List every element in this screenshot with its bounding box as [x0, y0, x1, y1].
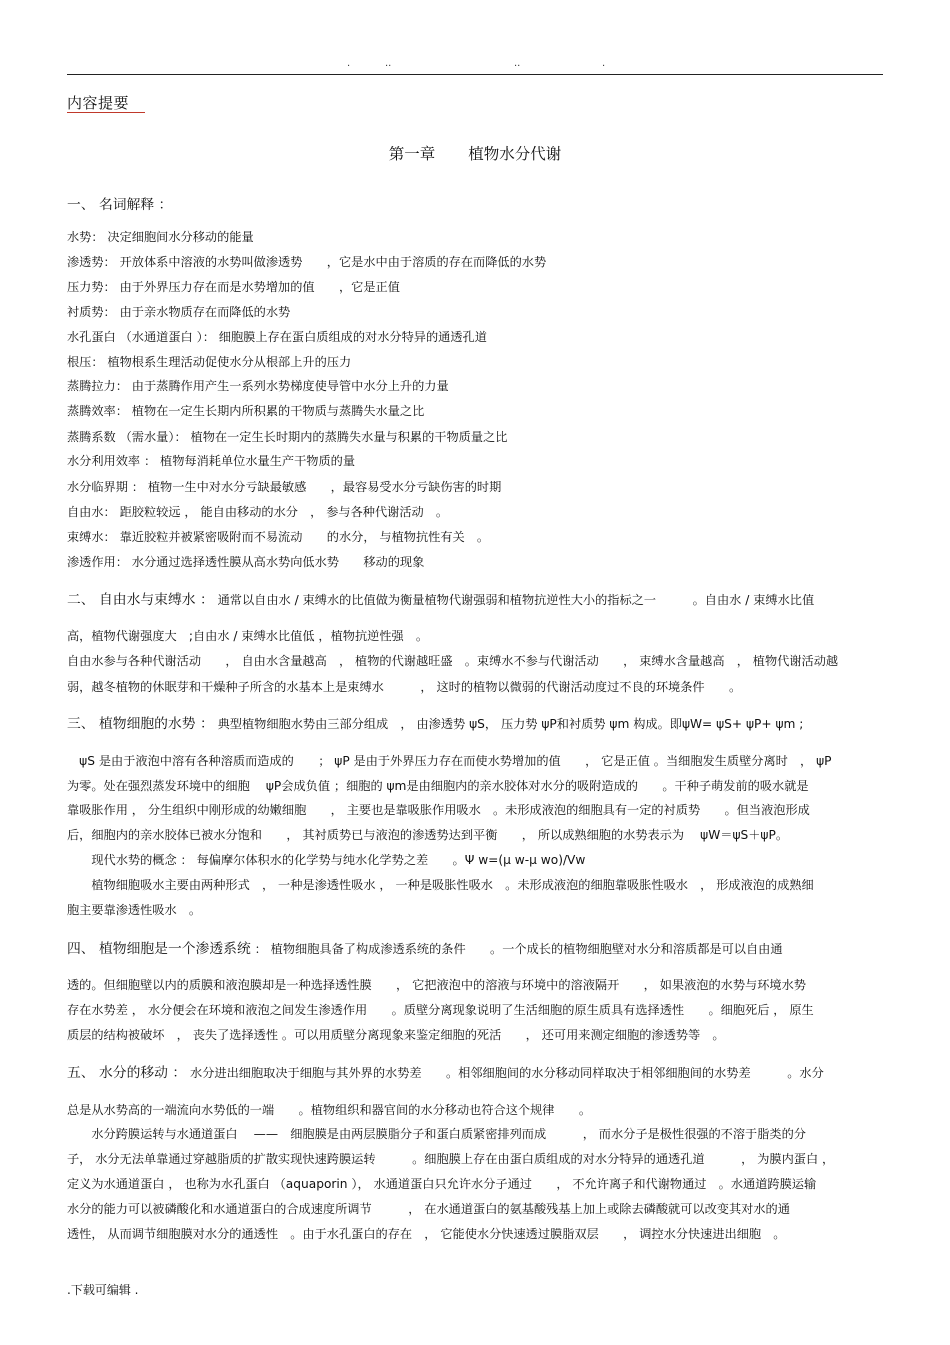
paragraph-line: 水分的能力可以被磷酸化和水通道蛋白的合成速度所调节 ， 在水通道蛋白的氨基酸残基上加上或除去磷酸就可以改变其对水的通 — [67, 1202, 790, 1216]
paragraph-line: 高，植物代谢强度大 ;自由水 / 束缚水比值低 ，植物抗逆性强 。 — [67, 629, 429, 643]
summary-underline — [67, 112, 145, 113]
summary-heading: 内容提要 — [67, 94, 130, 112]
header-dot: .. — [514, 58, 521, 69]
term-line: 水孔蛋白 （水通道蛋白 ）： 细胞膜上存在蛋白质组成的对水分特异的通透孔道 — [67, 330, 487, 344]
section-1-title: 一、 名词解释 ： — [67, 197, 173, 213]
chapter-name: 植物水分代谢 — [468, 145, 562, 163]
paragraph-line: 质层的结构被破坏 ， 丧失了选择透性 。可以用质壁分离现象来鉴定细胞的死活 ， 还可用来测定细胞的渗透势等 。 — [67, 1028, 725, 1042]
term-line: 自由水： 距胶粒较远 ， 能自由移动的水分 ， 参与各种代谢活动 。 — [67, 505, 449, 519]
paragraph-line: ： 植物细胞具备了构成渗透系统的条件 。一个成长的植物细胞壁对水分和溶质都是可以自由通 — [254, 942, 783, 956]
term-line: 水分利用效率 ： 植物每消耗单位水量生产干物质的量 — [67, 454, 356, 468]
paragraph-line: 透性， 从而调节细胞膜对水分的通透性 。由于水孔蛋白的存在 ， 它能使水分快速透过膜脂双层 ， 调控水分快速进出细胞 。 — [67, 1227, 786, 1241]
term-line: 渗透势： 开放体系中溶液的水势叫做渗透势 ，它是水中由于溶质的存在而降低的水势 — [67, 255, 547, 269]
section-4-title: 四、 植物细胞是一个渗透系统 — [67, 941, 251, 957]
section-2-title: 二、 自由水与束缚水 ： — [67, 592, 214, 608]
paragraph-line: 为零。处在强烈蒸发环境中的细胞 ψP会成负值 ；细胞的 ψm是由细胞内的亲水胶体对水分的吸附造成的 。干种子萌发前的吸水就是 — [67, 779, 809, 793]
paragraph-line: 靠吸胀作用 ， 分生组织中刚形成的幼嫩细胞 ， 主要也是靠吸胀作用吸水 。未形成液泡的细胞具有一定的衬质势 。但当液泡形成 — [67, 803, 810, 817]
paragraph-line: 胞主要靠渗透性吸水 。 — [67, 903, 202, 917]
section-2-first-line — [67, 592, 814, 608]
paragraph-line: 存在水势差 ， 水分便会在环境和液泡之间发生渗透作用 。质壁分离现象说明了生活细胞的原生质具有选择透性 。细胞死后 ， 原生 — [67, 1003, 814, 1017]
paragraph-line: 弱，越冬植物的休眠芽和干燥种子所含的水基本上是束缚水 ， 这时的植物以微弱的代谢活动度过不良的环境条件 。 — [67, 680, 742, 694]
header-rule — [67, 74, 883, 75]
footer-note: .下载可编辑 . — [67, 1283, 139, 1297]
term-line: 蒸腾拉力： 由于蒸腾作用产生一系列水势梯度使导管中水分上升的力量 — [67, 379, 449, 393]
paragraph-line: 总是从水势高的一端流向水势低的一端 。植物组织和器官间的水分移动也符合这个规律 。 — [67, 1103, 592, 1117]
header-dot: . — [347, 58, 351, 69]
term-line: 衬质势： 由于亲水物质存在而降低的水势 — [67, 305, 291, 319]
section-4-first-line — [67, 941, 783, 957]
paragraph-line: 自由水参与各种代谢活动 ， 自由水含量越高 ， 植物的代谢越旺盛 。束缚水不参与代谢活动 ， 束缚水含量越高 ， 植物代谢活动越 — [67, 654, 839, 668]
paragraph-line: 水分进出细胞取决于细胞与其外界的水势差 。相邻细胞间的水分移动同样取决于相邻细胞间的水势差 。水分 — [190, 1066, 824, 1080]
section-3-title: 三、 植物细胞的水势 ： — [67, 716, 214, 732]
chapter-number: 第一章 — [388, 145, 436, 163]
header-dots — [0, 58, 950, 70]
term-line: 束缚水： 靠近胶粒并被紧密吸附而不易流动 的水分， 与植物抗性有关 。 — [67, 530, 490, 544]
header-dot: .. — [385, 58, 392, 69]
paragraph-line: 透的。但细胞壁以内的质膜和液泡膜却是一种选择透性膜 ， 它把液泡中的溶液与环境中的溶液隔开 ， 如果液泡的水势与环境水势 — [67, 978, 806, 992]
section-5-title: 五、 水分的移动 ： — [67, 1065, 187, 1081]
paragraph-line: 现代水势的概念 ： 每偏摩尔体积水的化学势与纯水化学势之差 。Ψ w=(μ w-μ wo)/Vw — [67, 853, 586, 867]
term-line: 水势： 决定细胞间水分移动的能量 — [67, 230, 254, 244]
paragraph-line: 典型植物细胞水势由三部分组成 ， 由渗透势 ψS， 压力势 ψP和衬质势 ψm 构成。即ψW= ψS+ ψP+ ψm ; — [217, 717, 804, 731]
paragraph-line: 水分跨膜运转与水通道蛋白 —— 细胞膜是由两层膜脂分子和蛋白质紧密排列而成 ， 而水分子是极性很强的不溶于脂类的分 — [67, 1127, 806, 1141]
paragraph-line: 后，细胞内的亲水胶体已被水分饱和 ， 其衬质势已与液泡的渗透势达到平衡 ， 所以成熟细胞的水势表示为 ψW＝ψS＋ψP。 — [67, 828, 789, 842]
term-line: 压力势： 由于外界压力存在而是水势增加的值 ，它是正值 — [67, 280, 400, 294]
section-5-first-line — [67, 1065, 824, 1081]
paragraph-line: 植物细胞吸水主要由两种形式 ， 一种是渗透性吸水 ， 一种是吸胀性吸水 。未形成液泡的细胞靠吸胀性吸水 ， 形成液泡的成熟细 — [67, 878, 814, 892]
term-line: 蒸腾系数 （需水量）： 植物在一定生长时期内的蒸腾失水量与积累的干物质量之比 — [67, 430, 508, 444]
paragraph-line: 子， 水分无法单靠通过穿越脂质的扩散实现快速跨膜运转 。细胞膜上存在由蛋白质组成的对水分特异的通透孔道 ， 为膜内蛋白 ， — [67, 1152, 835, 1166]
header-dot: . — [602, 58, 606, 69]
paragraph-line: 通常以自由水 / 束缚水的比值做为衡量植物代谢强弱和植物抗逆性大小的指标之一 。自由水 / 束缚水比值 — [217, 593, 815, 607]
section-3-first-line — [67, 716, 803, 732]
term-line: 水分临界期 ： 植物一生中对水分亏缺最敏感 ，最容易受水分亏缺伤害的时期 — [67, 480, 502, 494]
term-line: 根压： 植物根系生理活动促使水分从根部上升的压力 — [67, 355, 352, 369]
term-line: 渗透作用： 水分通过选择透性膜从高水势向低水势 移动的现象 — [67, 555, 425, 569]
chapter-title — [0, 142, 950, 164]
term-line: 蒸腾效率： 植物在一定生长期内所积累的干物质与蒸腾失水量之比 — [67, 404, 425, 418]
paragraph-line: 定义为水通道蛋白 ， 也称为水孔蛋白 （aquaporin ）， 水通道蛋白只允许水分子通过 ， 不允许离子和代谢物通过 。水通道跨膜运输 — [67, 1177, 817, 1191]
paragraph-line: ψS 是由于液泡中溶有各种溶质而造成的 ； ψP 是由于外界压力存在而使水势增加的值 ， 它是正值 。当细胞发生质壁分离时 ， ψP — [67, 754, 832, 768]
